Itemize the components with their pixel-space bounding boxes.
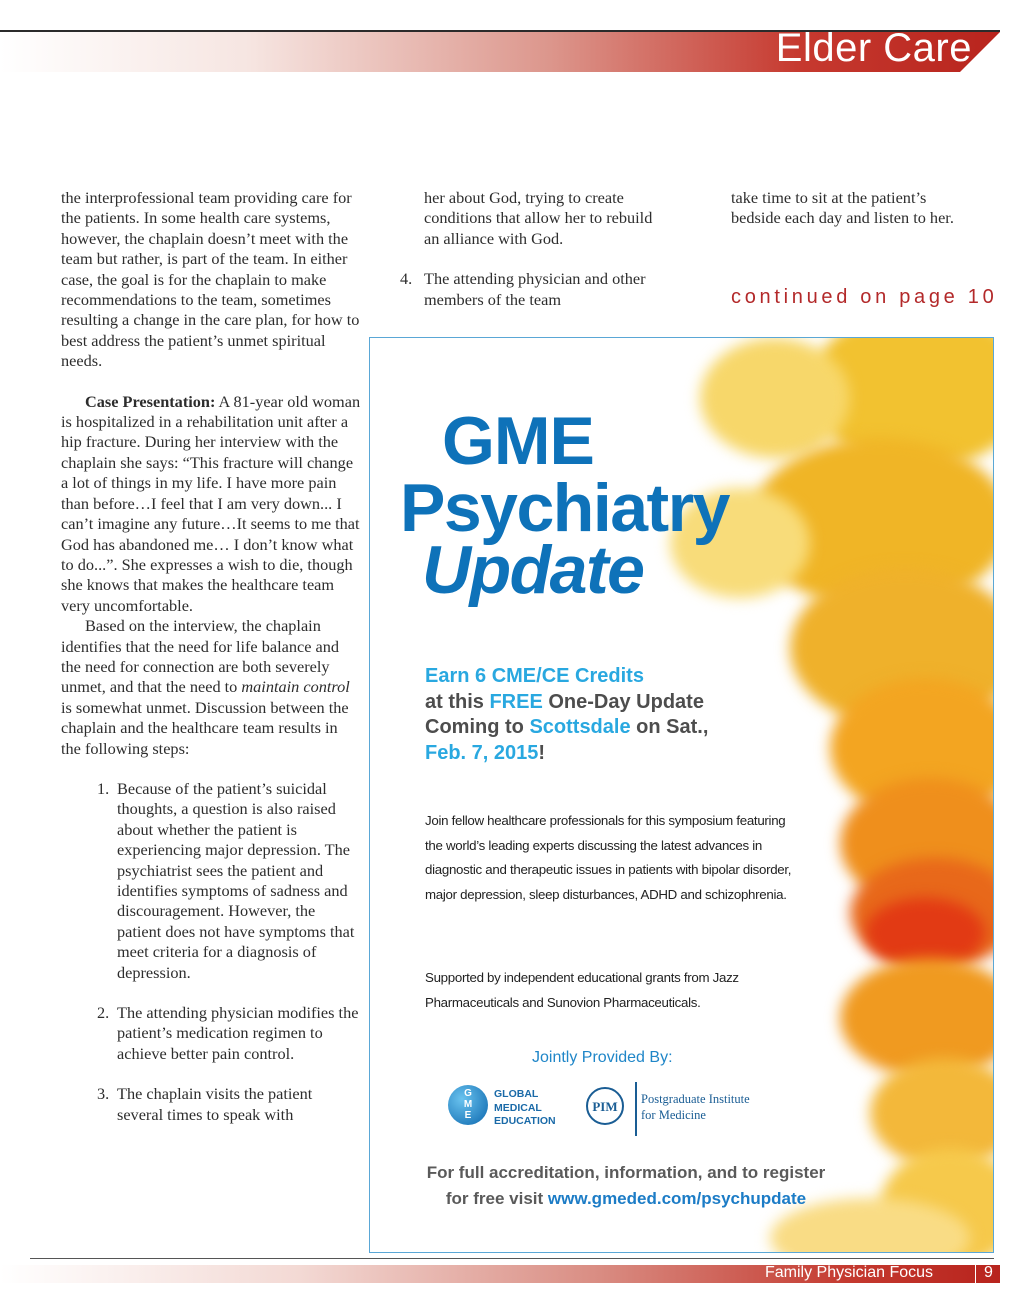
location-highlight: Scottsdale xyxy=(529,716,631,738)
list-number: 3. xyxy=(97,1084,110,1104)
registration-call-to-action xyxy=(406,1160,846,1212)
list-item-text: The attending physician and other members of the team xyxy=(424,269,646,309)
earn-credits-block xyxy=(425,664,708,766)
line-text: One-Day Update xyxy=(542,690,704,713)
paragraph-text: is somewhat unmet. Discussion between the chaplain and the healthcare team results in the following steps: xyxy=(61,697,349,758)
list-item-text: Because of the patient’s suicidal thoughts, a question is also raised about whether the patient is experiencing major depression. The psychiatrist sees the patient and identifies symptoms of sadness and discouragement. However, the patient does not have symptoms that meet criteria for a diagnosis of depression. xyxy=(117,778,355,982)
logo-text-line: MEDICAL xyxy=(494,1101,542,1114)
logo-text-line: Postgraduate Institute xyxy=(641,1092,750,1106)
postgraduate-institute-name xyxy=(641,1092,750,1123)
article-paragraph: take time to sit at the patient’s bedside each day and listen to her. xyxy=(731,188,954,228)
ad-support-statement: Supported by independent educational grants from Jazz Pharmaceuticals and Sunovion Pharmaceuticals. xyxy=(425,970,739,1010)
footer-rule xyxy=(30,1258,994,1259)
logo-text-line: for Medicine xyxy=(641,1107,706,1122)
case-presentation-paragraph xyxy=(61,392,361,616)
line-text: on Sat., xyxy=(630,716,709,738)
article-paragraph xyxy=(61,616,361,759)
logo-text-line: GLOBAL xyxy=(494,1088,539,1100)
ad-title-update: Update xyxy=(422,532,644,608)
list-item xyxy=(400,269,660,310)
case-presentation-label: Case Presentation: xyxy=(85,391,216,411)
paragraph-text: Based on the interview, the chaplain identifies that the need for life balance and the need for connection are both severely unmet, and that the need to xyxy=(61,616,340,697)
date-highlight: Feb. 7, 2015 xyxy=(425,741,539,764)
list-item xyxy=(61,1003,361,1064)
list-item-continuation: her about God, trying to create conditions that allow her to rebuild an alliance with God. xyxy=(424,188,653,248)
list-item-text: The chaplain visits the patient several times to speak with xyxy=(117,1084,313,1124)
article-column-1 xyxy=(61,188,361,1125)
credits-line: Earn 6 CME/CE Credits xyxy=(425,665,644,687)
line-text: ! xyxy=(538,741,546,764)
line-text: Coming to xyxy=(425,716,530,738)
free-update-line xyxy=(425,690,708,716)
logo-text-line: EDUCATION xyxy=(494,1115,556,1127)
registration-url-link[interactable]: www.gmeded.com/psychupdate xyxy=(547,1189,807,1208)
list-number: 1. xyxy=(97,778,110,798)
page-number: 9 xyxy=(984,1264,993,1281)
ad-description: Join fellow healthcare professionals for this symposium featuring the world’s leading experts discussing the latest advances in diagnostic and therapeutic issues in patients with bipolar disorder, major depression, sleep disturbances, ADHD and schizophrenia. xyxy=(425,813,792,902)
free-highlight: FREE xyxy=(489,690,543,713)
section-title: Elder Care xyxy=(775,26,972,70)
cta-text: for free visit xyxy=(445,1189,548,1208)
pim-logo-letters: PIM xyxy=(592,1099,618,1114)
date-line xyxy=(425,741,708,767)
publication-name: Family Physician Focus xyxy=(765,1264,934,1281)
line-text: at this xyxy=(425,690,490,713)
case-presentation-text: A 81-year old woman is hospitalized in a rehabilitation unit after a hip fracture. During her interview with the chaplain she says: “This fracture will change a lot of things in my life. I have more pain than before…I feel that I am very down... I can’t imagine any future…It seems to me that God has abandoned me… I don’t know what to do...”. She expresses a wish to die, though she knows that makes the healthcare team very uncomfortable. xyxy=(61,391,361,615)
location-line xyxy=(425,715,708,741)
list-number: 4. xyxy=(400,269,413,289)
ad-title-psychiatry: Psychiatry xyxy=(400,470,729,546)
cta-url-line xyxy=(406,1186,846,1212)
continued-on-page-link[interactable]: continued on page 10 xyxy=(731,286,998,308)
list-item xyxy=(61,779,361,983)
emphasis-text: maintain control xyxy=(241,677,350,697)
list-item-text: The attending physician modifies the patient’s medication regimen to achieve better pain control. xyxy=(117,1003,359,1063)
footer-divider xyxy=(975,1265,976,1283)
ad-title-gme: GME xyxy=(442,403,594,479)
jointly-provided-label: Jointly Provided By: xyxy=(532,1049,673,1066)
article-paragraph: the interprofessional team providing care for the patients. In some health care systems, however, the chaplain doesn’t meet with the team but rather, is part of the team. In either case, the goal is for the chaplain to make recommendations to the team, sometimes resulting a change in the care plan, for how to best address the patient’s unmet spiritual needs. xyxy=(61,188,360,371)
gme-logo-letters: G M E xyxy=(463,1088,473,1121)
article-column-2 xyxy=(400,188,660,310)
gme-psychiatry-update-advertisement xyxy=(369,337,994,1253)
article-column-3 xyxy=(731,188,971,229)
cta-text: For full accreditation, information, and to register xyxy=(426,1163,826,1182)
pim-logo-divider xyxy=(635,1082,637,1136)
list-item xyxy=(61,1084,361,1125)
list-number: 2. xyxy=(97,1003,110,1023)
global-medical-education-name xyxy=(494,1088,556,1129)
